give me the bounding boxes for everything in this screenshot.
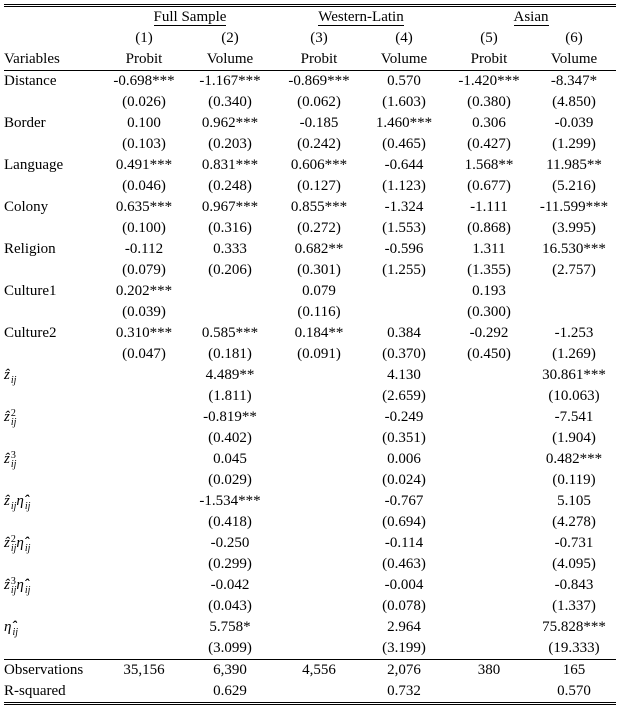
standard-error-row	[4, 428, 616, 449]
coefficient-cell	[276, 491, 362, 512]
coefficient-cell: -0.869***	[276, 71, 362, 93]
variable-label: Colony	[4, 199, 49, 215]
column-number: (5)	[480, 30, 498, 46]
coefficient-row	[4, 617, 616, 638]
empty-label-cell	[4, 344, 104, 365]
coefficient-cell: 1.311	[472, 241, 506, 257]
standard-error-cell: (1.337)	[552, 598, 596, 614]
coefficient-cell: 0.193	[472, 283, 506, 299]
coefficient-cell: 75.828***	[542, 619, 606, 635]
model-label: Volume	[206, 51, 254, 67]
column-number: (2)	[221, 30, 239, 46]
empty-label-cell	[4, 512, 104, 533]
standard-error-cell: (0.100)	[122, 220, 166, 236]
coefficient-cell	[532, 281, 616, 302]
coefficient-row	[4, 449, 616, 470]
standard-error-row	[4, 344, 616, 365]
standard-error-cell: (4.850)	[552, 94, 596, 110]
variable-label: Culture2	[4, 325, 57, 341]
summary-value	[104, 681, 184, 704]
standard-error-cell: (0.316)	[208, 220, 252, 236]
standard-error-cell: (0.119)	[552, 472, 596, 488]
empty-label-cell	[4, 92, 104, 113]
model-label: Volume	[380, 51, 428, 67]
empty-label-cell	[4, 176, 104, 197]
empty-label-cell	[4, 302, 104, 323]
coefficient-row	[4, 575, 616, 596]
coefficient-cell: -11.599***	[539, 199, 609, 215]
variable-label: ẑ ij	[4, 367, 17, 386]
standard-error-cell: (0.127)	[297, 178, 341, 194]
coefficient-cell	[446, 575, 532, 596]
standard-error-cell: (0.181)	[208, 346, 252, 362]
coefficient-cell	[104, 617, 184, 638]
coefficient-cell: -0.004	[384, 577, 424, 593]
variable-label: Border	[4, 115, 46, 131]
coefficient-cell: -7.541	[554, 409, 594, 425]
variable-label: Language	[4, 157, 64, 173]
coefficient-row	[4, 323, 616, 344]
coefficient-row	[4, 197, 616, 218]
variable-label: ẑ 2 ij η̂̂ ij	[4, 533, 31, 554]
coefficient-cell	[446, 533, 532, 554]
coefficient-row	[4, 407, 616, 428]
standard-error-row	[4, 638, 616, 660]
coefficient-cell: -0.039	[554, 115, 594, 131]
standard-error-cell	[276, 638, 362, 660]
coefficient-cell: -1.534***	[199, 493, 261, 509]
summary-value: 35,156	[104, 660, 184, 682]
standard-error-cell	[446, 386, 532, 407]
coefficient-cell: -1.324	[384, 199, 424, 215]
coefficient-cell: 1.568**	[464, 157, 514, 173]
standard-error-cell	[276, 596, 362, 617]
header-empty-cell	[4, 6, 104, 29]
coefficient-cell: -0.731	[554, 535, 594, 551]
variable-label: ẑ 2 ij	[4, 407, 17, 428]
column-number: (3)	[310, 30, 328, 46]
standard-error-cell	[104, 554, 184, 575]
coefficient-cell: 0.570	[362, 71, 446, 93]
coefficient-cell	[104, 365, 184, 386]
standard-error-cell: (0.868)	[467, 220, 511, 236]
standard-error-cell: (0.694)	[382, 514, 426, 530]
coefficient-cell: -0.843	[554, 577, 594, 593]
coefficient-cell	[446, 617, 532, 638]
empty-label-cell	[4, 428, 104, 449]
empty-label-cell	[4, 218, 104, 239]
coefficient-cell	[446, 449, 532, 470]
coefficient-cell: 0.491***	[115, 157, 173, 173]
standard-error-cell: (0.677)	[467, 178, 511, 194]
group-western-latin: Western-Latin	[276, 6, 446, 29]
group-asian: Asian	[446, 6, 616, 29]
standard-error-cell	[446, 596, 532, 617]
standard-error-cell: (0.116)	[297, 304, 341, 320]
summary-value	[276, 681, 362, 704]
coefficient-cell	[276, 365, 362, 386]
standard-error-cell: (0.242)	[297, 136, 341, 152]
coefficient-cell: 0.585***	[201, 325, 259, 341]
coefficient-row	[4, 71, 616, 93]
coefficient-cell: 0.682**	[294, 241, 344, 257]
standard-error-row	[4, 554, 616, 575]
standard-error-cell: (1.269)	[552, 346, 596, 362]
standard-error-cell: (0.370)	[382, 346, 426, 362]
coefficient-cell	[276, 575, 362, 596]
standard-error-cell: (1.553)	[382, 220, 426, 236]
coefficient-cell	[104, 575, 184, 596]
coefficient-cell: 0.962***	[201, 115, 259, 131]
coefficient-cell: -1.253	[554, 325, 594, 341]
coefficient-cell	[446, 407, 532, 428]
coefficient-cell	[104, 407, 184, 428]
coefficient-cell	[276, 449, 362, 470]
standard-error-cell	[104, 596, 184, 617]
coefficient-cell: 30.861***	[542, 367, 606, 383]
summary-value: 380	[446, 660, 532, 682]
coefficient-row	[4, 155, 616, 176]
header-number-row	[4, 28, 616, 49]
standard-error-cell: (1.299)	[552, 136, 596, 152]
coefficient-cell: -0.819**	[203, 409, 257, 425]
standard-error-cell	[276, 428, 362, 449]
coefficient-row	[4, 113, 616, 134]
empty-label-cell	[4, 470, 104, 491]
coefficient-cell	[446, 491, 532, 512]
model-label: Probit	[300, 51, 338, 67]
standard-error-cell: (10.063)	[548, 388, 600, 404]
coefficient-cell: 0.202***	[115, 283, 173, 299]
coefficient-cell: 4.489**	[205, 367, 255, 383]
standard-error-cell: (0.340)	[208, 94, 252, 110]
coefficient-cell	[276, 407, 362, 428]
standard-error-cell: (3.199)	[382, 640, 426, 656]
coefficient-cell: -0.644	[384, 157, 424, 173]
variable-label: Religion	[4, 241, 56, 257]
standard-error-cell	[184, 302, 276, 323]
standard-error-cell: (1.355)	[467, 262, 511, 278]
coefficient-cell	[362, 281, 446, 302]
coefficient-cell: 0.635***	[115, 199, 173, 215]
standard-error-cell: (0.079)	[122, 262, 166, 278]
empty-label-cell	[4, 260, 104, 281]
coefficient-row	[4, 239, 616, 260]
coefficient-cell: 0.384	[387, 325, 421, 341]
standard-error-cell: (1.811)	[208, 388, 252, 404]
coefficient-cell: -0.185	[299, 115, 339, 131]
coefficient-cell	[276, 617, 362, 638]
standard-error-cell: (0.248)	[208, 178, 252, 194]
coefficient-cell: 11.985**	[546, 157, 602, 173]
summary-value: 0.629	[184, 681, 276, 704]
standard-error-cell: (0.103)	[122, 136, 166, 152]
standard-error-cell	[104, 512, 184, 533]
coefficient-cell: 0.482***	[545, 451, 603, 467]
variable-label: Culture1	[4, 283, 57, 299]
standard-error-cell: (2.757)	[552, 262, 596, 278]
empty-label-cell	[4, 596, 104, 617]
variable-label: Distance	[4, 71, 104, 93]
model-label: Volume	[550, 51, 598, 67]
coefficient-cell: 0.184**	[294, 325, 344, 341]
standard-error-cell	[532, 302, 616, 323]
coefficient-row	[4, 365, 616, 386]
coefficient-cell	[104, 449, 184, 470]
coefficient-cell: 0.333	[213, 241, 247, 257]
model-label: Probit	[470, 51, 508, 67]
standard-error-row	[4, 218, 616, 239]
coefficient-cell	[446, 365, 532, 386]
coefficient-cell: 0.100	[127, 115, 161, 131]
summary-label: Observations	[4, 660, 104, 682]
standard-error-row	[4, 92, 616, 113]
standard-error-cell: (0.046)	[122, 178, 166, 194]
standard-error-cell: (0.203)	[208, 136, 252, 152]
standard-error-cell: (4.095)	[552, 556, 596, 572]
standard-error-cell: (0.300)	[467, 304, 511, 320]
coefficient-cell: 5.105	[557, 493, 591, 509]
group-full-sample: Full Sample	[104, 6, 276, 29]
header-model-row	[4, 49, 616, 71]
summary-value: 6,390	[184, 660, 276, 682]
empty-label-cell	[4, 134, 104, 155]
standard-error-cell: (0.062)	[297, 94, 341, 110]
standard-error-row	[4, 134, 616, 155]
standard-error-cell: (1.255)	[382, 262, 426, 278]
empty-label-cell	[4, 554, 104, 575]
coefficient-cell: 0.310***	[115, 325, 173, 341]
standard-error-cell	[362, 302, 446, 323]
standard-error-cell: (0.039)	[122, 304, 166, 320]
empty-label-cell	[4, 386, 104, 407]
standard-error-cell: (0.026)	[122, 94, 166, 110]
coefficient-cell: 0.006	[387, 451, 421, 467]
coefficient-cell	[184, 281, 276, 302]
coefficient-cell: 0.079	[302, 283, 336, 299]
coefficient-cell: -0.112	[124, 241, 164, 257]
standard-error-cell: (0.465)	[382, 136, 426, 152]
standard-error-cell: (0.029)	[208, 472, 252, 488]
standard-error-cell: (3.995)	[552, 220, 596, 236]
model-label: Probit	[125, 51, 163, 67]
column-number: (6)	[565, 30, 583, 46]
standard-error-cell: (0.299)	[208, 556, 252, 572]
standard-error-row	[4, 176, 616, 197]
header-group-row	[4, 6, 616, 29]
standard-error-cell: (0.078)	[382, 598, 426, 614]
summary-label: R-squared	[4, 681, 104, 704]
standard-error-cell: (0.047)	[122, 346, 166, 362]
coefficient-cell: -0.042	[210, 577, 250, 593]
coefficient-cell: 2.964	[387, 619, 421, 635]
variable-label: ẑ 3 ij η̂̂ ij	[4, 575, 31, 596]
standard-error-cell: (0.418)	[208, 514, 252, 530]
summary-value: 4,556	[276, 660, 362, 682]
standard-error-cell: (0.206)	[208, 262, 252, 278]
standard-error-cell: (4.278)	[552, 514, 596, 530]
standard-error-cell: (0.301)	[297, 262, 341, 278]
standard-error-cell	[104, 386, 184, 407]
summary-value: 0.570	[532, 681, 616, 704]
coefficient-cell: -0.292	[469, 325, 509, 341]
standard-error-cell	[446, 638, 532, 660]
variable-label: ẑ ij η̂̂ ij	[4, 493, 31, 512]
coefficient-cell: -0.250	[210, 535, 250, 551]
coefficient-cell	[104, 533, 184, 554]
coefficient-cell: 0.855***	[290, 199, 348, 215]
standard-error-cell	[446, 428, 532, 449]
standard-error-cell	[446, 512, 532, 533]
variable-label: η̂̂ ij	[4, 619, 19, 638]
standard-error-cell: (2.659)	[382, 388, 426, 404]
summary-value: 0.732	[362, 681, 446, 704]
summary-row	[4, 681, 616, 704]
standard-error-cell	[104, 638, 184, 660]
standard-error-cell	[276, 470, 362, 491]
standard-error-cell	[276, 554, 362, 575]
coefficient-cell: 0.967***	[201, 199, 259, 215]
standard-error-cell: (5.216)	[552, 178, 596, 194]
standard-error-cell	[104, 428, 184, 449]
coefficient-cell: 0.306	[472, 115, 506, 131]
table-header	[4, 6, 616, 71]
standard-error-cell: (0.402)	[208, 430, 252, 446]
standard-error-row	[4, 470, 616, 491]
standard-error-row	[4, 260, 616, 281]
column-number: (4)	[395, 30, 413, 46]
header-empty-cell	[4, 28, 104, 49]
standard-error-cell	[446, 554, 532, 575]
standard-error-cell	[446, 470, 532, 491]
coefficient-row	[4, 491, 616, 512]
summary-row	[4, 660, 616, 682]
coefficient-cell: -8.347*	[532, 71, 616, 93]
coefficient-cell: 4.130	[387, 367, 421, 383]
coefficient-cell: -0.114	[384, 535, 424, 551]
standard-error-cell: (0.427)	[467, 136, 511, 152]
coefficient-cell: 1.460***	[375, 115, 433, 131]
standard-error-cell	[276, 512, 362, 533]
table-footer	[4, 660, 616, 704]
regression-table	[4, 4, 616, 705]
coefficient-cell: 0.045	[213, 451, 247, 467]
standard-error-cell: (0.043)	[208, 598, 252, 614]
standard-error-cell: (0.351)	[382, 430, 426, 446]
standard-error-cell: (1.123)	[382, 178, 426, 194]
standard-error-cell: (0.024)	[382, 472, 426, 488]
standard-error-cell: (0.463)	[382, 556, 426, 572]
summary-value: 2,076	[362, 660, 446, 682]
variables-label: Variables	[4, 51, 60, 67]
standard-error-row	[4, 386, 616, 407]
standard-error-cell: (0.272)	[297, 220, 341, 236]
standard-error-cell	[104, 470, 184, 491]
standard-error-cell: (19.333)	[548, 640, 600, 656]
column-number: (1)	[135, 30, 153, 46]
standard-error-row	[4, 596, 616, 617]
summary-value	[446, 681, 532, 704]
variable-label: ẑ 3 ij	[4, 449, 17, 470]
coefficient-cell	[276, 533, 362, 554]
coefficient-cell: 5.758*	[209, 619, 251, 635]
coefficient-cell: -1.167***	[184, 71, 276, 93]
standard-error-cell: (0.091)	[297, 346, 341, 362]
coefficient-cell: 16.530***	[542, 241, 606, 257]
coefficient-row	[4, 281, 616, 302]
coefficient-cell: -0.249	[384, 409, 424, 425]
coefficient-cell: -0.596	[384, 241, 424, 257]
standard-error-row	[4, 302, 616, 323]
table-body	[4, 71, 616, 660]
coefficient-cell: -1.420***	[446, 71, 532, 93]
summary-value: 165	[532, 660, 616, 682]
standard-error-cell: (1.904)	[552, 430, 596, 446]
coefficient-cell	[104, 491, 184, 512]
empty-label-cell	[4, 638, 104, 660]
standard-error-cell	[276, 386, 362, 407]
coefficient-cell: 0.831***	[201, 157, 259, 173]
coefficient-cell: -1.111	[470, 199, 508, 215]
coefficient-row	[4, 533, 616, 554]
coefficient-cell: -0.698***	[104, 71, 184, 93]
standard-error-cell: (1.603)	[382, 94, 426, 110]
standard-error-row	[4, 512, 616, 533]
standard-error-cell: (3.099)	[208, 640, 252, 656]
standard-error-cell: (0.450)	[467, 346, 511, 362]
standard-error-cell: (0.380)	[467, 94, 511, 110]
coefficient-cell: -0.767	[384, 493, 424, 509]
coefficient-cell: 0.606***	[290, 157, 348, 173]
